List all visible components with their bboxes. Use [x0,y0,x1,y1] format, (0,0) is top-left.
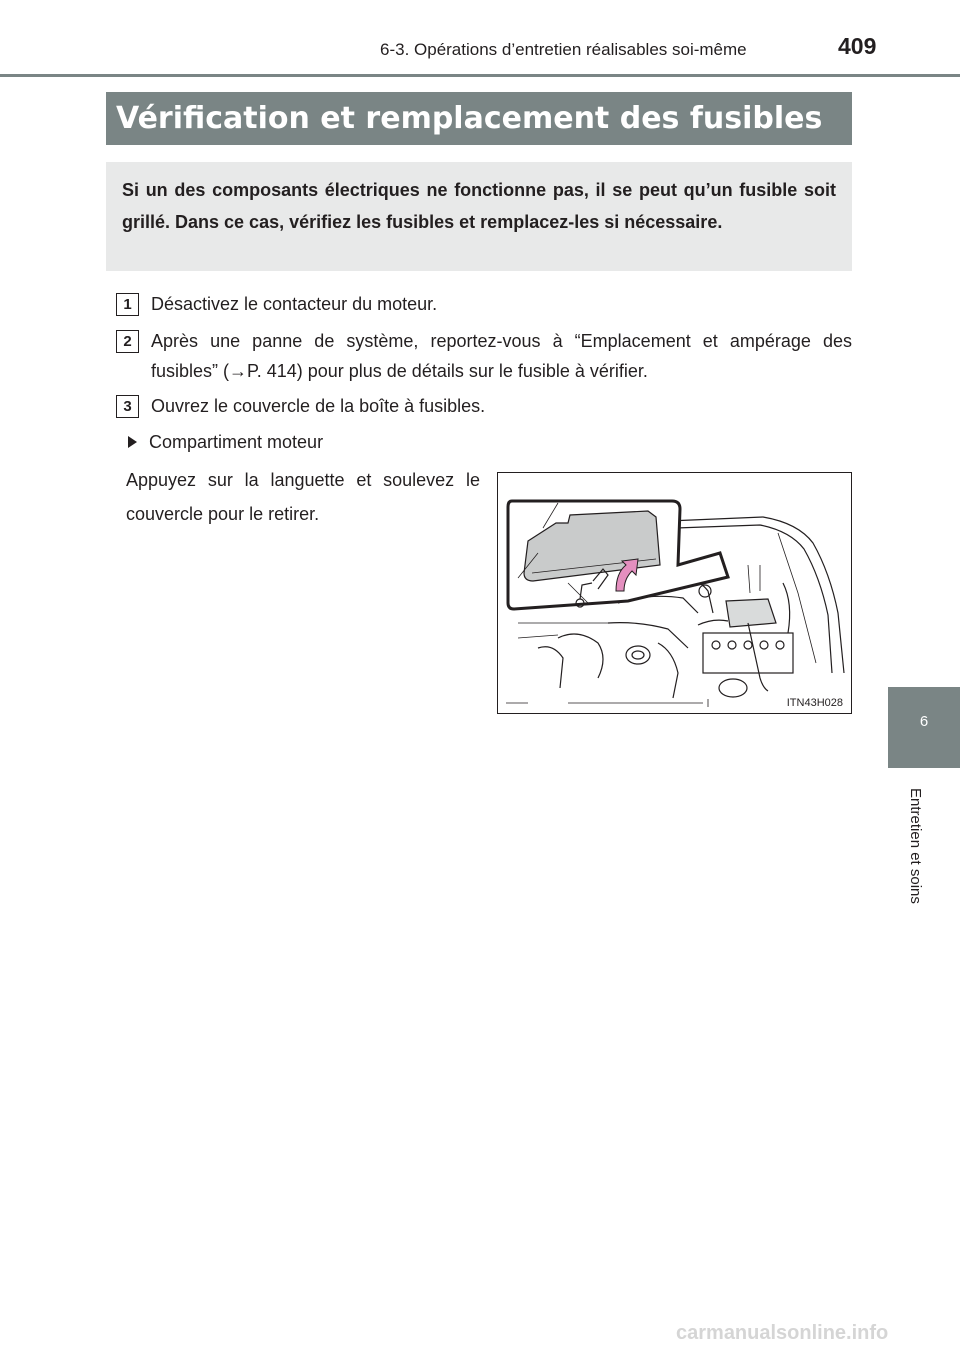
step-2-number: 2 [116,330,139,353]
chapter-label: Entretien et soins [907,788,924,904]
figure-code: ITN43H028 [786,697,843,709]
engine-illustration-drawing [498,473,850,712]
page-number: 409 [838,33,877,59]
intro-box [106,162,852,271]
triangle-bullet-icon [128,436,137,448]
step-3-text: Ouvrez le couvercle de la boîte à fusibles. [151,396,486,416]
step-2-text: Après une panne de système, reportez-vous à “Emplacement et ampérage des fusibles” (→P. 414) pour plus de détails sur le fusible à vérifier. [151,331,852,381]
step-1-text: Désactivez le contacteur du moteur. [151,294,438,314]
engine-compartment-illustration [497,472,852,714]
bullet-label: Compartiment moteur [149,432,324,452]
watermark: carmanualsonline.info [676,1322,889,1344]
step-1-number: 1 [116,293,139,316]
running-header-section: 6-3. Opérations d’entretien réalisables soi-même [380,40,747,59]
header-divider [0,74,960,77]
bullet-item [128,427,323,457]
page-title: Vérification et remplacement des fusibles [106,92,852,145]
step-3-number: 3 [116,395,139,418]
chapter-number: 6 [919,713,929,730]
description-text: Appuyez sur la languette et soulevez le couvercle pour le retirer. [126,470,480,524]
intro-text: Si un des composants électriques ne fonctionne pas, il se peut qu’un fusible soit grillé. Dans ce cas, vérifiez les fusibles et remplacez-les si nécessaire. [122,180,836,232]
chapter-tab [888,687,960,768]
